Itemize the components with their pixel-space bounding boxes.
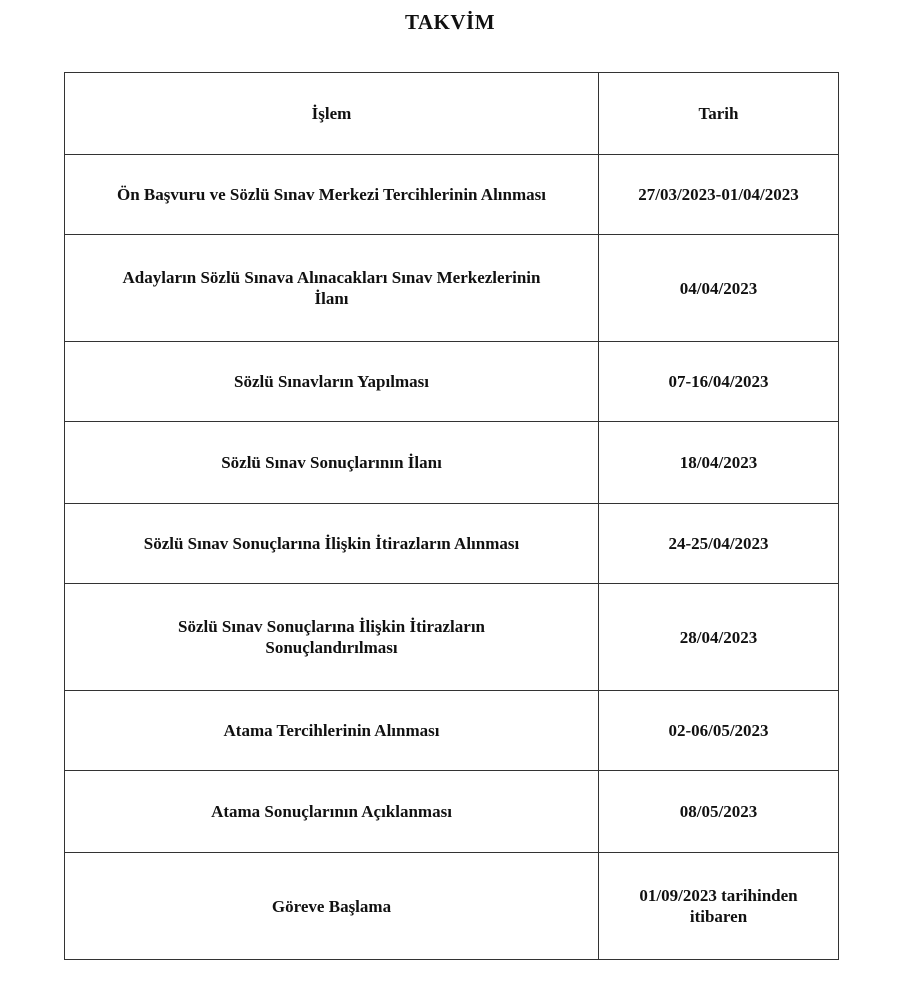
tarih-cell: 24-25/04/2023 xyxy=(599,504,839,584)
islem-cell: Atama Tercihlerinin Alınması xyxy=(65,691,599,771)
tarih-cell: 04/04/2023 xyxy=(599,235,839,342)
table-row xyxy=(65,342,839,422)
table-row xyxy=(65,584,839,691)
islem-cell: Sözlü Sınav Sonuçlarına İlişkin İtirazların Alınması xyxy=(65,504,599,584)
islem-line: Sonuçlandırılması xyxy=(265,638,398,657)
islem-cell: Atama Sonuçlarının Açıklanması xyxy=(65,771,599,853)
islem-cell xyxy=(65,584,599,691)
table-row xyxy=(65,771,839,853)
islem-line: İlanı xyxy=(314,289,349,308)
column-header-tarih: Tarih xyxy=(599,73,839,155)
table-row xyxy=(65,504,839,584)
tarih-cell: 18/04/2023 xyxy=(599,422,839,504)
tarih-line: 01/09/2023 tarihinden xyxy=(639,886,798,905)
tarih-line: itibaren xyxy=(689,907,748,926)
islem-cell xyxy=(65,235,599,342)
tarih-cell: 02-06/05/2023 xyxy=(599,691,839,771)
page-title: TAKVİM xyxy=(404,10,496,34)
table-row xyxy=(65,691,839,771)
schedule-table xyxy=(64,72,839,960)
islem-cell: Ön Başvuru ve Sözlü Sınav Merkezi Tercihlerinin Alınması xyxy=(65,155,599,235)
column-header-islem: İşlem xyxy=(65,73,599,155)
tarih-cell: 28/04/2023 xyxy=(599,584,839,691)
table-row xyxy=(65,422,839,504)
islem-cell: Sözlü Sınav Sonuçlarının İlanı xyxy=(65,422,599,504)
tarih-cell: 07-16/04/2023 xyxy=(599,342,839,422)
islem-line: Adayların Sözlü Sınava Alınacakları Sınav Merkezlerinin xyxy=(122,268,541,287)
islem-line: Sözlü Sınav Sonuçlarına İlişkin İtirazların xyxy=(177,617,485,636)
islem-cell: Göreve Başlama xyxy=(65,853,599,960)
table-row xyxy=(65,155,839,235)
tarih-cell: 08/05/2023 xyxy=(599,771,839,853)
table-header-row xyxy=(65,73,839,155)
tarih-cell: 27/03/2023-01/04/2023 xyxy=(599,155,839,235)
tarih-cell xyxy=(599,853,839,960)
table-row xyxy=(65,235,839,342)
table-row xyxy=(65,853,839,960)
islem-cell: Sözlü Sınavların Yapılması xyxy=(65,342,599,422)
